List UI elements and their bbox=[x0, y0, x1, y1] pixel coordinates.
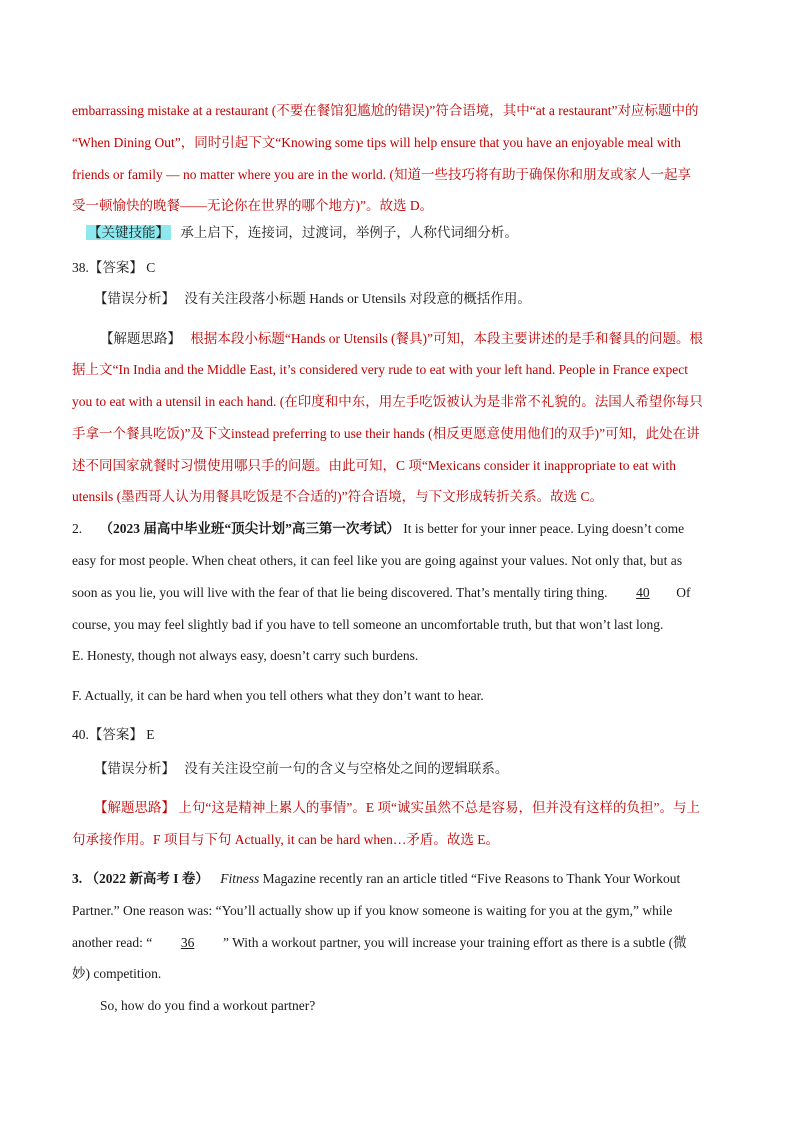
answer-40-heading: 40.【答案】 E bbox=[72, 727, 155, 742]
item-source: （2022 新高考 I 卷） bbox=[85, 871, 209, 886]
error-analysis-row bbox=[94, 289, 531, 309]
solution-text: 上句“这是精神上累人的事情”。E 项“诚实虽然不总是容易，但并没有这样的负担”。与上 bbox=[178, 800, 700, 815]
option-e: E. Honesty, though not always easy, doesn’t carry such burdens. bbox=[72, 648, 419, 663]
passage-text: Magazine recently ran an article titled “Five Reasons to Thank Your Workout bbox=[262, 871, 681, 886]
answer-38-heading: 38.【答案】 C bbox=[72, 260, 156, 275]
error-analysis-tag: 【错误分析】 bbox=[94, 291, 175, 306]
passage-3-line bbox=[72, 869, 680, 889]
error-analysis-text: 没有关注段落小标题 Hands or Utensils 对段意的概括作用。 bbox=[184, 291, 531, 306]
solution-text: 根据本段小标题“Hands or Utensils (餐具)”可知，本段主要讲述的是手和餐具的问题。根 bbox=[190, 331, 703, 346]
item-number: 3. bbox=[72, 871, 83, 886]
item-number: 2. bbox=[72, 521, 83, 536]
solution-row bbox=[94, 798, 700, 818]
magazine-name: Fitness bbox=[220, 871, 260, 886]
key-skills-row bbox=[86, 223, 518, 243]
solution-tag: 【解题思路】 bbox=[94, 800, 175, 815]
solution-line: 手拿一个餐具吃饭)”及下文instead preferring to use their hands (相反更愿意使用他们的双手)”可知，此处在讲 bbox=[72, 426, 700, 441]
blank-40: 40 bbox=[636, 585, 650, 600]
error-analysis-text: 没有关注设空前一句的含义与空格处之间的逻辑联系。 bbox=[184, 761, 509, 776]
passage-text: It is better for your inner peace. Lying doesn’t come bbox=[403, 521, 685, 536]
solution-line: you to eat with a utensil in each hand. (在印度和中东，用左手吃饭被认为是非常不礼貌的。法国人希望你每只 bbox=[72, 394, 703, 409]
passage-text: another read: “ bbox=[72, 935, 153, 950]
solution-line: 句承接作用。F 项目与下句 Actually, it can be hard when…矛盾。故选 E。 bbox=[72, 832, 499, 847]
passage-text: soon as you lie, you will live with the fear of that lie being discovered. That’s mentally tiring thing. bbox=[72, 585, 608, 600]
passage-3-line: Partner.” One reason was: “You’ll actually show up if you know someone is waiting for you at the gym,” while bbox=[72, 903, 673, 918]
analysis-line: 受一顿愉快的晚餐——无论你在世界的哪个地方)”。故选 D。 bbox=[72, 198, 434, 213]
error-analysis-row bbox=[94, 759, 508, 779]
analysis-line: friends or family — no matter where you are in the world. (知道一些技巧将有助于确保你和朋友或家人一起享 bbox=[72, 167, 692, 182]
solution-row bbox=[100, 329, 703, 349]
solution-tag: 【解题思路】 bbox=[100, 331, 181, 346]
key-skills-text: 承上启下，连接词，过渡词，举例子，人称代词细分析。 bbox=[180, 225, 518, 240]
solution-line: utensils (墨西哥人认为用餐具吃饭是不合适的)”符合语境，与下文形成转折关系。故选 C。 bbox=[72, 489, 603, 504]
passage-3-line: 妙) competition. bbox=[72, 966, 162, 981]
option-f: F. Actually, it can be hard when you tell others what they don’t want to hear. bbox=[72, 688, 484, 703]
analysis-line: embarrassing mistake at a restaurant (不要在餐馆犯尴尬的错误)”符合语境，其中“at a restaurant”对应标题中的 bbox=[72, 103, 699, 118]
analysis-line: “When Dining Out”，同时引起下文“Knowing some tips will help ensure that you have an enjoyable meal with bbox=[72, 135, 681, 150]
passage-3-line: So, how do you find a workout partner? bbox=[100, 998, 316, 1013]
passage-2-line bbox=[72, 519, 684, 539]
passage-2-line: course, you may feel slightly bad if you have to tell someone an uncomfortable truth, but that won’t last long. bbox=[72, 617, 664, 632]
passage-text: ” With a workout partner, you will increase your training effort as there is a subtle (微 bbox=[222, 935, 687, 950]
solution-line: 据上文“In India and the Middle East, it’s considered very rude to eat with your left hand. People in France expect bbox=[72, 362, 688, 377]
solution-line: 述不同国家就餐时习惯使用哪只手的问题。由此可知，C 项“Mexicans consider it inappropriate to eat with bbox=[72, 458, 677, 473]
passage-text: Of bbox=[676, 585, 691, 600]
blank-36: 36 bbox=[180, 935, 195, 950]
passage-2-line bbox=[72, 583, 691, 603]
passage-2-line: easy for most people. When cheat others, it can feel like you are going against your values. Not only that, but as bbox=[72, 553, 683, 568]
passage-3-line bbox=[72, 933, 687, 953]
item-source: （2023 届高中毕业班“顶尖计划”高三第一次考试） bbox=[99, 521, 400, 536]
key-skills-tag: 【关键技能】 bbox=[88, 225, 169, 240]
error-analysis-tag: 【错误分析】 bbox=[94, 761, 175, 776]
